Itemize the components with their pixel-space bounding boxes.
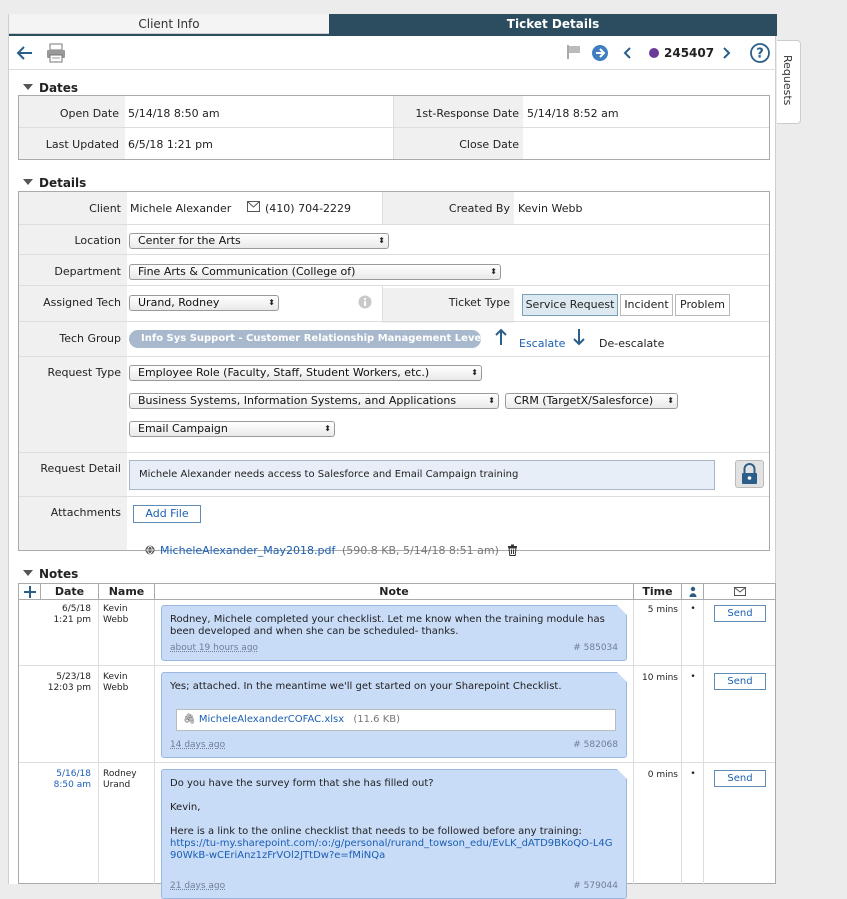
help-icon[interactable]	[749, 42, 771, 64]
note-bubble[interactable]	[161, 605, 627, 661]
header-date[interactable]: Date	[41, 584, 99, 600]
note-attachment-link[interactable]: MicheleAlexanderCOFAC.xlsx	[198, 714, 345, 725]
select-arrow-icon: ⬍	[378, 236, 385, 245]
note-bubble[interactable]	[161, 672, 627, 758]
close-date-label: Close Date	[459, 138, 519, 151]
lock-icon	[736, 461, 763, 487]
select-arrow-icon: ⬍	[268, 298, 275, 307]
note-date: 5/23/18	[56, 672, 91, 682]
note-author: Kevin	[103, 672, 128, 682]
collapse-triangle-icon[interactable]	[23, 84, 33, 90]
next-ticket-icon[interactable]	[720, 42, 732, 64]
notes-table	[18, 583, 776, 891]
header-visibility[interactable]	[682, 584, 704, 600]
department-select[interactable]	[129, 264, 501, 280]
trash-icon[interactable]	[507, 544, 518, 559]
send-button[interactable]: Send	[714, 673, 766, 690]
note-time-of-day: 12:03 pm	[47, 683, 91, 693]
tab-ticket-details[interactable]: Ticket Details	[329, 14, 777, 34]
tech-group-pill[interactable]: Info Sys Support - Customer Relationship Management Level 1	[129, 330, 481, 348]
client-phone: (410) 704-2229	[265, 202, 352, 215]
tab-bar	[9, 14, 777, 34]
assigned-tech-select[interactable]	[129, 295, 279, 311]
select-arrow-icon: ⬍	[324, 424, 331, 433]
toolbar	[9, 34, 777, 70]
request-type-select-3[interactable]	[505, 393, 678, 409]
created-by-label: Created By	[448, 202, 510, 215]
escalate-link[interactable]: Escalate	[519, 337, 566, 350]
note-id: # 582068	[573, 740, 618, 750]
details-title: Details	[39, 176, 87, 190]
note-id: # 585034	[573, 643, 618, 653]
add-file-button[interactable]: Add File	[133, 505, 201, 523]
request-type-select-1[interactable]	[129, 365, 482, 381]
client-label: Client	[89, 202, 121, 215]
location-label: Location	[74, 234, 121, 247]
visibility-dot: •	[690, 769, 696, 779]
attachment-globe-icon	[145, 545, 155, 558]
department-value: Fine Arts & Communication (College of)	[138, 265, 356, 278]
request-type-value: Business Systems, Information Systems, and Applications	[138, 394, 457, 407]
first-response-value: 5/14/18 8:52 am	[527, 107, 619, 120]
back-arrow-icon[interactable]	[15, 42, 35, 64]
attachment-meta: (590.8 KB, 5/14/18 8:51 am)	[342, 544, 499, 557]
note-time-of-day[interactable]: 8:50 am	[53, 780, 91, 790]
note-row	[19, 667, 775, 763]
request-detail-label: Request Detail	[40, 462, 121, 475]
note-time-of-day: 1:21 pm	[53, 615, 91, 625]
note-time-spent: 10 mins	[642, 673, 678, 683]
client-name[interactable]: Michele Alexander	[130, 202, 232, 215]
header-note[interactable]: Note	[155, 584, 634, 600]
details-section-header[interactable]	[23, 176, 86, 190]
first-response-label: 1st-Response Date	[415, 107, 519, 120]
visibility-dot: •	[690, 604, 696, 614]
note-text: Rodney, Michele completed your checklist. Let me know when the training module has been developed and when she can be scheduled- thanks.	[170, 614, 605, 637]
notes-section-header[interactable]	[23, 567, 78, 581]
open-date-value: 5/14/18 8:50 am	[128, 107, 220, 120]
note-row	[19, 764, 775, 891]
request-type-select-2[interactable]	[129, 393, 499, 409]
dates-title: Dates	[39, 81, 79, 95]
note-date: 6/5/18	[62, 604, 91, 614]
note-text: Do you have the survey form that she has filled out?	[170, 778, 434, 789]
note-date[interactable]: 5/16/18	[56, 769, 91, 779]
ticket-window	[8, 14, 776, 891]
header-email[interactable]	[704, 584, 775, 600]
ticket-number: 245407	[664, 46, 715, 60]
note-author: Urand	[103, 780, 131, 790]
lock-button[interactable]	[735, 460, 764, 488]
deescalate-arrow-icon[interactable]	[572, 328, 586, 349]
email-icon[interactable]	[247, 201, 260, 215]
open-date-label: Open Date	[59, 107, 119, 120]
header-time[interactable]: Time	[634, 584, 682, 600]
note-author: Rodney	[103, 769, 137, 779]
print-icon[interactable]	[45, 42, 67, 64]
tab-client-info[interactable]: Client Info	[9, 14, 329, 34]
ticket-type-service-request[interactable]: Service Request	[522, 294, 618, 316]
visibility-dot: •	[690, 672, 696, 682]
request-type-value: Email Campaign	[138, 422, 228, 435]
request-type-value: Employee Role (Faculty, Staff, Student Workers, etc.)	[138, 366, 430, 379]
note-text: Here is a link to the online checklist that needs to be followed before any training:	[170, 826, 582, 837]
escalate-arrow-icon[interactable]	[494, 328, 508, 349]
previous-ticket-icon[interactable]	[622, 42, 634, 64]
note-id: # 579044	[573, 881, 618, 891]
svg-text:?: ?	[756, 46, 764, 62]
note-attachment-size: (11.6 KB)	[353, 714, 401, 725]
collapse-triangle-icon[interactable]	[23, 570, 33, 576]
request-detail-box[interactable]: Michele Alexander needs access to Salesforce and Email Campaign training	[129, 460, 715, 490]
dates-section-header[interactable]	[23, 81, 78, 95]
requests-side-tab[interactable]	[777, 40, 801, 124]
ticket-type-problem[interactable]: Problem	[675, 294, 730, 316]
request-type-value: CRM (TargetX/Salesforce)	[514, 394, 654, 407]
send-button[interactable]: Send	[714, 770, 766, 787]
request-type-label: Request Type	[47, 366, 121, 379]
select-arrow-icon: ⬍	[490, 267, 497, 276]
notes-title: Notes	[39, 567, 79, 581]
location-select[interactable]	[129, 233, 389, 249]
note-ago: 14 days ago	[170, 740, 226, 750]
attachments-label: Attachments	[50, 506, 121, 519]
request-type-select-4[interactable]	[129, 421, 335, 437]
paperclip-icon: 🖇	[183, 714, 196, 725]
note-author: Kevin	[103, 604, 128, 614]
note-time-spent: 5 mins	[647, 605, 678, 615]
note-text: Yes; attached. In the meantime we'll get started on your Sharepoint Checklist.	[170, 681, 562, 692]
send-button[interactable]: Send	[714, 605, 766, 622]
details-panel	[18, 191, 770, 557]
created-by-value: Kevin Webb	[518, 202, 583, 215]
note-ago: 21 days ago	[170, 881, 226, 891]
forward-circle-icon[interactable]	[591, 42, 609, 64]
add-note-button[interactable]	[19, 584, 41, 600]
plus-icon	[23, 585, 37, 599]
info-icon[interactable]	[358, 295, 372, 312]
status-dot-icon	[648, 42, 660, 64]
location-value: Center for the Arts	[138, 234, 241, 247]
select-arrow-icon: ⬍	[471, 368, 478, 377]
note-row	[19, 600, 775, 666]
note-time-spent: 0 mins	[647, 770, 678, 780]
last-updated-label: Last Updated	[45, 138, 119, 151]
note-author: Webb	[103, 615, 129, 625]
select-arrow-icon: ⬍	[667, 396, 674, 405]
assigned-tech-value: Urand, Rodney	[138, 296, 220, 309]
collapse-triangle-icon[interactable]	[23, 179, 33, 185]
ticket-type-incident[interactable]: Incident	[620, 294, 673, 316]
requests-side-tab-label: Requests	[781, 55, 794, 106]
attachment-link[interactable]: MicheleAlexander_May2018.pdf	[160, 544, 336, 557]
last-updated-value: 6/5/18 1:21 pm	[128, 138, 213, 151]
email-icon	[734, 587, 746, 596]
note-text: Kevin,	[170, 802, 201, 813]
note-attachment[interactable]	[176, 709, 616, 731]
note-author: Webb	[103, 683, 129, 693]
note-ago: about 19 hours ago	[170, 643, 259, 653]
note-bubble[interactable]	[161, 769, 627, 899]
tech-group-label: Tech Group	[59, 332, 121, 345]
header-name[interactable]: Name	[99, 584, 155, 600]
dates-panel	[18, 95, 770, 160]
assigned-tech-label: Assigned Tech	[43, 296, 121, 309]
department-label: Department	[54, 265, 121, 278]
person-icon	[689, 586, 697, 598]
select-arrow-icon: ⬍	[488, 396, 495, 405]
ticket-type-label: Ticket Type	[448, 296, 510, 309]
deescalate-label[interactable]: De-escalate	[599, 337, 665, 350]
flag-icon[interactable]	[566, 42, 582, 64]
note-link[interactable]: https://tu-my.sharepoint.com/:o:/g/personal/rurand_towson_edu/EvLK_dATD9BKoQO-L4G90WkB-wCEriAnz1zFrVOl2JTtDw?e=fMiNQa	[170, 838, 613, 861]
